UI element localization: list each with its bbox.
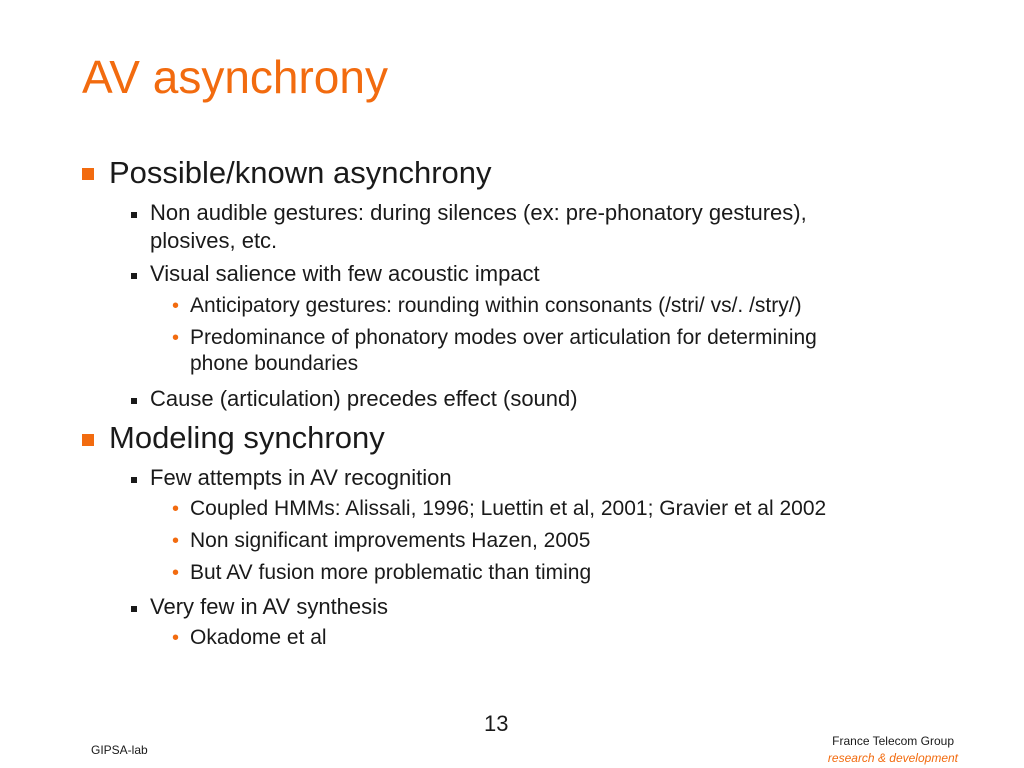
- list-subitem-predominance-line1: Predominance of phonatory modes over articulation for determining: [190, 326, 817, 349]
- section-heading-possible-asynchrony: Possible/known asynchrony: [109, 155, 492, 190]
- footer-division: research & development: [827, 751, 958, 765]
- level2-bullet-icon: [131, 212, 137, 218]
- list-item-very-few-synthesis: Very few in AV synthesis: [150, 594, 389, 619]
- page-number: 13: [484, 711, 509, 736]
- list-subitem-anticipatory: Anticipatory gestures: rounding within consonants (/stri/ vs/. /stry/): [190, 294, 802, 317]
- list-item-non-audible-line1: Non audible gestures: during silences (ex: pre-phonatory gestures),: [150, 200, 807, 225]
- level3-bullet-icon: •: [172, 562, 180, 584]
- list-subitem-predominance-line2: phone boundaries: [190, 352, 359, 375]
- list-subitem-av-fusion: But AV fusion more problematic than timing: [190, 561, 592, 584]
- list-item-cause-effect: Cause (articulation) precedes effect (sound): [150, 386, 578, 411]
- level3-bullet-icon: •: [172, 627, 180, 649]
- list-subitem-non-significant: Non significant improvements Hazen, 2005: [190, 529, 591, 552]
- level1-bullet-icon: [82, 168, 94, 180]
- list-subitem-coupled-hmms: Coupled HMMs: Alissali, 1996; Luettin et al, 2001; Gravier et al 2002: [190, 497, 827, 520]
- level1-bullet-icon: [82, 434, 94, 446]
- level2-bullet-icon: [131, 477, 137, 483]
- level3-bullet-icon: •: [172, 327, 180, 349]
- list-item-few-attempts: Few attempts in AV recognition: [150, 465, 452, 490]
- level2-bullet-icon: [131, 398, 137, 404]
- level2-bullet-icon: [131, 606, 137, 612]
- footer-organization: GIPSA-lab: [91, 743, 148, 757]
- level3-bullet-icon: •: [172, 295, 180, 317]
- list-item-non-audible-line2: plosives, etc.: [150, 228, 278, 253]
- level2-bullet-icon: [131, 273, 137, 279]
- footer-company: France Telecom Group: [832, 734, 954, 748]
- level3-bullet-icon: •: [172, 498, 180, 520]
- list-subitem-okadome: Okadome et al: [190, 626, 327, 649]
- level3-bullet-icon: •: [172, 530, 180, 552]
- slide-title: AV asynchrony: [82, 51, 388, 103]
- section-heading-modeling-synchrony: Modeling synchrony: [109, 420, 385, 455]
- list-item-visual-salience: Visual salience with few acoustic impact: [150, 261, 540, 286]
